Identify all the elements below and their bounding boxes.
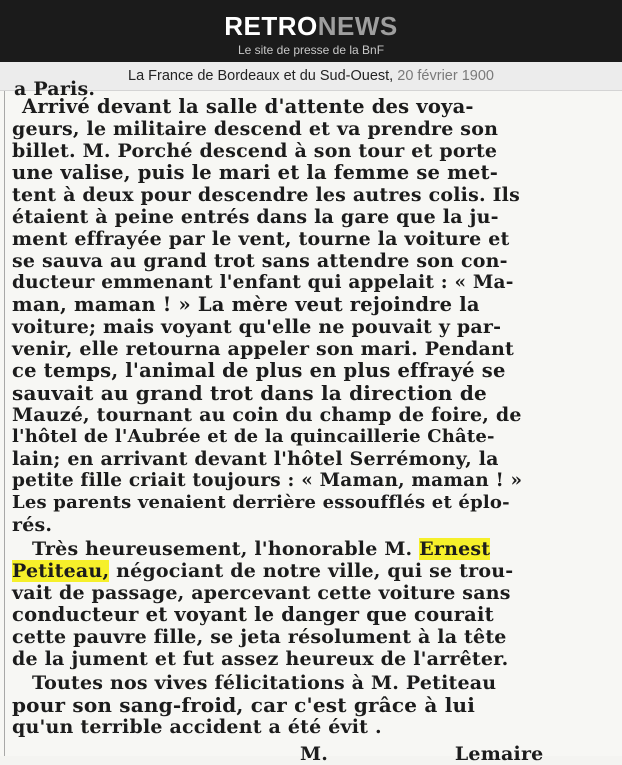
article-line: une valise, puis le mari et la femme se met- xyxy=(12,161,499,184)
article-line: Toutes nos vives félicitations à M. Petiteau xyxy=(32,672,497,694)
highlighted-search-term[interactable]: Petiteau, xyxy=(12,560,110,582)
article-line: lain; en arrivant devant l'hôtel Serrémony, la xyxy=(12,448,499,470)
article-line: geurs, le militaire descend et va prendre son xyxy=(12,118,499,140)
newspaper-title[interactable]: La France de Bordeaux et du Sud-Ouest, xyxy=(128,68,394,84)
article-line: pour son sang-froid, car c'est grâce à lui xyxy=(12,693,476,717)
line-text: Lemaire xyxy=(454,743,544,765)
article-line: sauvait au grand trot dans la direction de xyxy=(12,381,487,405)
article-line: ducteur emmenant l'enfant qui appelait : « Ma- xyxy=(12,272,514,293)
article-line: Les parents venaient derrière essoufflés et éplo- xyxy=(12,492,510,513)
highlighted-search-term[interactable]: Ernest xyxy=(419,538,491,560)
article-line: petite fille criait toujours : « Maman, maman ! » xyxy=(12,470,523,491)
article-line: conducteur et voyant le danger que courait xyxy=(12,603,494,626)
line-text: négociant de notre ville, qui se trou- xyxy=(116,560,514,582)
article-line xyxy=(300,743,543,765)
article-line xyxy=(32,538,490,560)
article-line: Mauzé, tournant au coin du champ de foire, de xyxy=(12,404,522,426)
article-line: billet. M. Porché descend à son tour et porte xyxy=(12,140,498,162)
article-line: venir, elle retourna appeler son mari. Pendant xyxy=(12,338,514,360)
scanned-article xyxy=(0,78,622,765)
article-line: se sauva au grand trot sans attendre son con- xyxy=(12,250,508,272)
article-line: a Paris. xyxy=(14,78,96,100)
site-tagline: Le site de presse de la BnF xyxy=(237,43,385,57)
article-line: qu'un terrible accident a été évit . xyxy=(12,716,382,738)
article-line: vait de passage, apercevant cette voiture sans xyxy=(12,582,511,604)
article-line: voiture; mais voyant qu'elle ne pouvait y par- xyxy=(12,316,502,338)
article-line: rés. xyxy=(12,514,53,536)
article-line: tent à deux pour descendre les autres colis. Ils xyxy=(12,184,520,206)
article-line: ce temps, l'animal de plus en plus effrayé se xyxy=(12,359,506,382)
article-line: de la jument et fut assez heureux de l'arrêter. xyxy=(12,648,509,670)
article-line: étaient à peine entrés dans la gare que la ju- xyxy=(12,206,499,228)
article-line xyxy=(12,560,513,582)
article-line: Arrivé devant la salle d'attente des voya- xyxy=(22,95,474,118)
column-edge xyxy=(4,91,5,756)
logo-retro: RETRO xyxy=(224,11,318,41)
publication-date[interactable]: 20 février 1900 xyxy=(397,68,494,84)
logo-news: NEWS xyxy=(317,11,398,41)
line-text: M. xyxy=(300,743,329,765)
retronews-logo[interactable] xyxy=(0,12,622,40)
site-header xyxy=(0,0,622,62)
article-line: l'hôtel de l'Aubrée et de la quincaillerie Châte- xyxy=(12,426,495,447)
article-line: cette pauvre fille, se jeta résolument à la tête xyxy=(12,626,507,648)
line-text: Très heureusement, l'honorable M. xyxy=(32,538,413,560)
article-line: ment effrayée par le vent, tourne la voiture et xyxy=(12,228,510,250)
article-line: man, maman ! » La mère veut rejoindre la xyxy=(12,293,480,316)
